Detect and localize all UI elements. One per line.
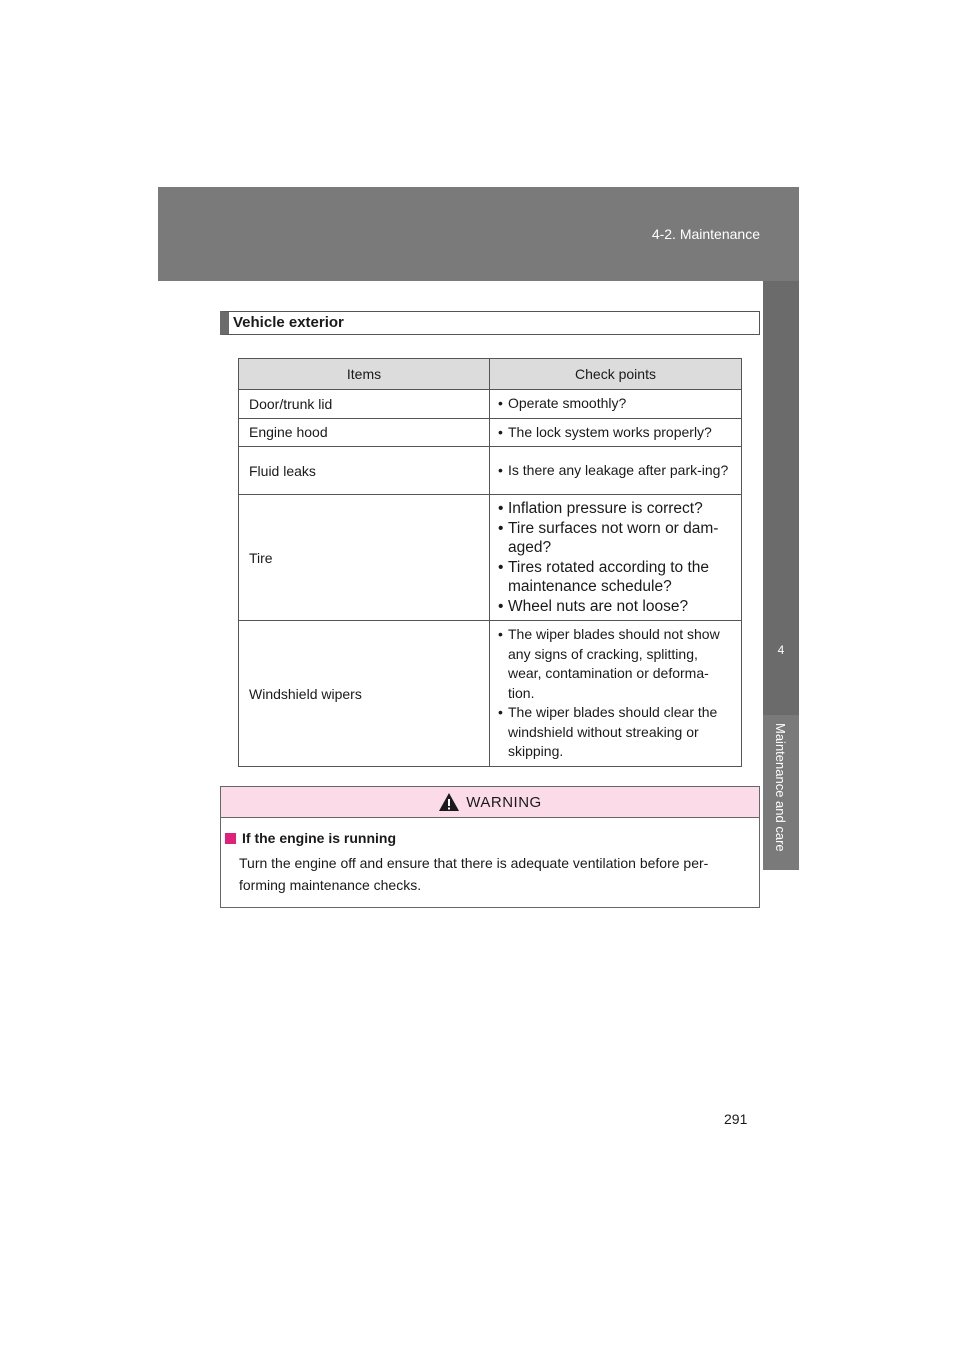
header-band xyxy=(158,187,799,281)
check-point: • The wiper blades should clear the windshield without streaking or skipping. xyxy=(498,703,735,762)
square-bullet-icon xyxy=(225,833,236,844)
page-number: 291 xyxy=(724,1111,748,1127)
check-point: • Wheel nuts are not loose? xyxy=(498,597,735,617)
check-point: • Inflation pressure is correct? xyxy=(498,499,735,519)
table-row xyxy=(239,495,742,621)
item-cell: Engine hood xyxy=(239,418,490,447)
item-cell: Tire xyxy=(239,495,490,621)
check-point: • The wiper blades should not show any signs of cracking, splitting, wear, contamination or deforma-tion. xyxy=(498,625,735,703)
check-point: • The lock system works properly? xyxy=(498,423,735,443)
check-point: • Is there any leakage after park-ing? xyxy=(498,461,735,481)
warning-text: Turn the engine off and ensure that there is adequate ventilation before per-forming maintenance checks. xyxy=(239,855,709,893)
warning-box xyxy=(220,786,760,908)
warning-subheading-text: If the engine is running xyxy=(242,830,396,846)
chapter-number: 4 xyxy=(777,643,785,657)
table-row xyxy=(239,418,742,447)
chapter-tab xyxy=(763,281,799,715)
column-header-check-points: Check points xyxy=(490,359,742,390)
table-header-row xyxy=(239,359,742,390)
column-header-items: Items xyxy=(239,359,490,390)
warning-subheading xyxy=(221,830,753,846)
check-table xyxy=(238,358,742,767)
points-cell xyxy=(490,621,742,767)
item-cell: Fluid leaks xyxy=(239,447,490,495)
check-point: • Tire surfaces not worn or dam-aged? xyxy=(498,519,735,558)
section-title: 4-2. Maintenance xyxy=(651,226,760,242)
warning-body xyxy=(221,818,759,896)
item-cell: Windshield wipers xyxy=(239,621,490,767)
table-row xyxy=(239,390,742,419)
check-point: • Operate smoothly? xyxy=(498,394,735,414)
chapter-title-tab xyxy=(763,715,799,870)
warning-header xyxy=(221,787,759,818)
points-cell xyxy=(490,495,742,621)
table-row xyxy=(239,447,742,495)
warning-title: WARNING xyxy=(466,793,542,811)
section-heading: Vehicle exterior xyxy=(220,311,760,335)
warning-triangle-icon xyxy=(438,792,460,812)
check-point: • Tires rotated according to the maintenance schedule? xyxy=(498,558,735,597)
points-cell xyxy=(490,447,742,495)
table-row xyxy=(239,621,742,767)
points-cell xyxy=(490,390,742,419)
points-cell xyxy=(490,418,742,447)
item-cell: Door/trunk lid xyxy=(239,390,490,419)
chapter-title: Maintenance and care xyxy=(773,723,788,852)
